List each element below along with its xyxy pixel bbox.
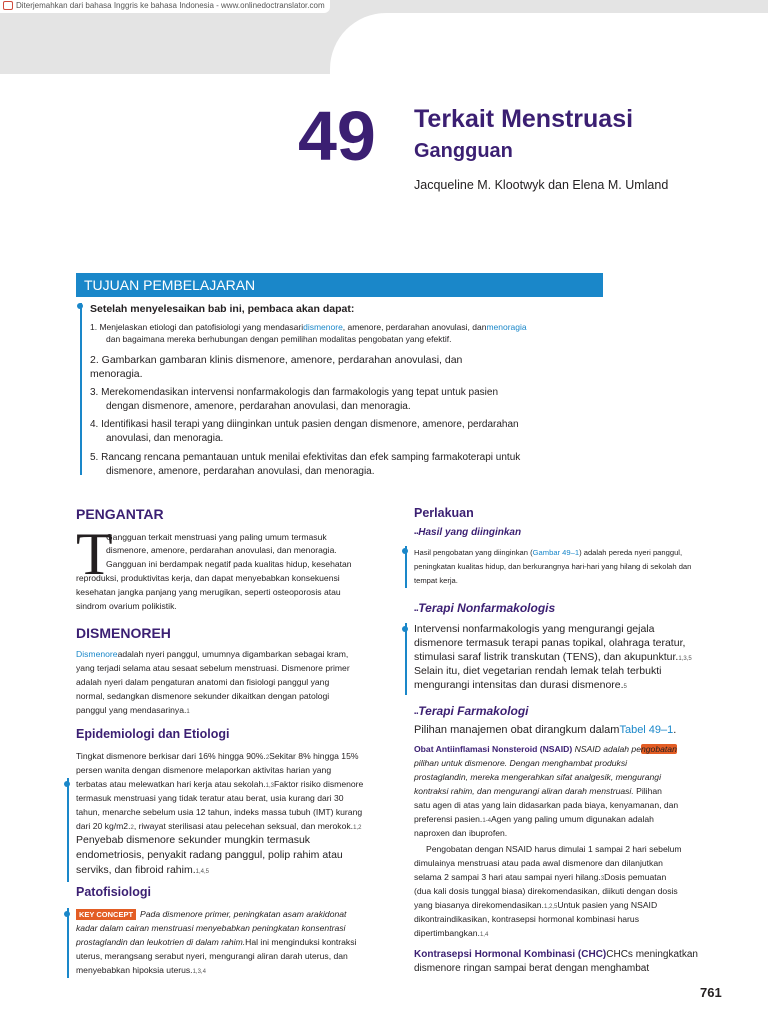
ns2-line-4: (dua kali dosis tunggal biasa) direkomendasikan, diikuti dengan dosis: [414, 886, 678, 896]
intro-line-3: Gangguan ini berdampak negatif pada kualitas hidup, kesehatan: [106, 559, 352, 569]
chc-line-1: [414, 948, 698, 962]
np-line-1: Intervensi nonfarmakologis yang mengurangi gejala: [414, 623, 655, 635]
out-line-1-b: ) adalah pereda nyeri panggul,: [579, 548, 683, 557]
objective-4-text: 4. Identifikasi hasil terapi yang diinginkan untuk pasien dengan dismenore, amenore, perdarahan: [90, 419, 519, 430]
ns2-line-7-text: dipertimbangkan.: [414, 928, 480, 938]
pat-line-3: [76, 936, 356, 948]
dys-line-1-text: adalah nyeri panggul, umumnya digambarkan sebagai kram,: [117, 649, 349, 659]
epi-rule: [67, 778, 69, 882]
epi-ref-1: 2: [265, 755, 270, 761]
objective-3-cont: dengan dismenore, amenore, perdarahan anovulasi, dan menoragia.: [106, 401, 411, 412]
epi-line-1-b: Sekitar 8% hingga 15%: [269, 751, 359, 761]
pharm-heading: [414, 704, 529, 718]
pat-line-1: [76, 908, 346, 920]
ns2-line-3-b: Dosis pemuatan: [604, 872, 667, 882]
ns-line-1-highlight[interactable]: ngobatan: [641, 744, 677, 754]
nonpharm-heading-text: Terapi Nonfarmakologis: [418, 601, 556, 615]
table-49-1-link[interactable]: Tabel 49–1: [619, 724, 674, 736]
translator-banner: [0, 0, 768, 74]
out-line-3: tempat kerja.: [414, 576, 458, 585]
outcome-prefix: ▪▪: [414, 531, 419, 537]
objective-4-cont: anovulasi, dan menoragia.: [106, 433, 224, 444]
ns-line-4: [414, 784, 662, 798]
ns2-line-1: Pengobatan dengan NSAID harus dimulai 1 sampai 2 hari sebelum: [426, 844, 682, 854]
objective-1-text: 1. Menjelaskan etiologi dan patofisiologi yang mendasari: [90, 322, 304, 332]
ns2-line-2: dimulainya menstruasi atau pada awal dismenore dan dilanjutkan: [414, 858, 663, 868]
objective-5-cont: dismenore, amenore, perdarahan anovulasi, dan menoragia.: [106, 466, 375, 477]
out-line-1: [414, 546, 682, 560]
menoragia-link[interactable]: menoragia: [486, 322, 527, 332]
pharm-heading-text: Terapi Farmakologi: [418, 704, 529, 718]
epi-line-3: [76, 778, 363, 792]
objective-2-cont: menoragia.: [90, 368, 143, 380]
dys-line-5: [76, 704, 190, 718]
treatment-heading: Perlakuan: [414, 506, 474, 520]
pat-line-4: uterus, merangsang serabut nyeri, mengurangi aliran darah uterus, dan: [76, 951, 348, 961]
pat-line-3-a: prostaglandin dan leukotrien di dalam rahim.: [76, 937, 246, 947]
objectives-rule: [80, 303, 82, 475]
outcome-bullet: [402, 548, 408, 554]
key-concept-badge: KEY CONCEPT: [76, 909, 136, 920]
epi-block-2: endometriosis, penyakit radang panggul, polip rahim atau: [76, 849, 343, 861]
nsaid-term: Obat Antiinflamasi Nonsteroid (NSAID): [414, 744, 573, 754]
ns-line-4-a: kontraksi rahim, dan mengurangi aliran darah menstruasi.: [414, 786, 634, 796]
intro-heading: PENGANTAR: [76, 506, 164, 522]
np-line-4: Selain itu, diet vegetarian rendah lemak telah terbukti: [414, 665, 662, 677]
pathophysiology-heading: Patofisiologi: [76, 885, 151, 899]
chc-line-2: dismenore ringan sampai berat dengan menghambat: [414, 963, 650, 974]
pat-bullet: [64, 911, 70, 917]
ns2-ref-7: 1,4: [479, 932, 489, 938]
intro-line-4: reproduksi, produktivitas kerja, dan dapat menyebabkan konsekuensi: [76, 573, 340, 583]
ns-ref-6: 1-4: [482, 818, 491, 824]
objective-1-text-b: , amenore, perdarahan anovulasi, dan: [342, 322, 487, 332]
objectives-lead: Setelah menyelesaikan bab ini, pembaca akan dapat:: [90, 303, 355, 315]
dys-line-2: yang terjadi selama atau sesaat sebelum menstruasi. Dismenore primer: [76, 663, 350, 673]
dismenore-link[interactable]: dismenore: [303, 322, 343, 332]
outcome-heading-text: Hasil yang diinginkan: [418, 527, 522, 538]
np-line-3-text: stimulasi saraf listrik transkutan (TENS), dan akupunktur.: [414, 651, 679, 663]
epidemiology-heading: Epidemiologi dan Etiologi: [76, 727, 230, 741]
intro-line-1: Gangguan terkait menstruasi yang paling umum termasuk: [106, 532, 327, 542]
drop-cap: T: [76, 521, 113, 587]
objectives-header: TUJUAN PEMBELAJARAN: [76, 273, 603, 297]
ns-line-2: pilihan untuk dismenore. Dengan menghambat produksi: [414, 758, 628, 768]
chapter-authors: Jacqueline M. Klootwyk dan Elena M. Umland: [414, 178, 669, 192]
ns-line-1: [414, 742, 677, 756]
ns2-line-5-b: Untuk pasien yang NSAID: [557, 900, 658, 910]
ph-line-1-text: Pilihan manajemen obat dirangkum dalam: [414, 724, 620, 736]
ns2-ref-5: 1,2,5: [543, 904, 558, 910]
epi-ref-6: 2: [130, 825, 134, 831]
epi-block-3-text: serviks, dan fibroid rahim.: [76, 864, 196, 876]
chapter-title: Terkait Menstruasi: [414, 105, 634, 133]
epi-block-ref: 1,4,5: [195, 869, 209, 875]
pat-rule: [67, 908, 69, 978]
pat-line-3-b: Hal ini menginduksi kontraksi: [245, 937, 357, 947]
ns-line-3: prostaglandin, mereka mengerahkan sifat analgesik, mengurangi: [414, 772, 661, 782]
dys-line-1: [76, 648, 348, 660]
np-line-5-text: mengurangi intensitas dan durasi dismenore.: [414, 679, 624, 691]
pat-line-5-text: menyebabkan hipoksia uterus.: [76, 965, 193, 975]
ns2-line-7: [414, 926, 488, 942]
nonpharm-bullet: [402, 626, 408, 632]
objective-3: [90, 386, 498, 414]
epi-ref-6b: 1,2: [353, 825, 362, 831]
dismenore-term[interactable]: Dismenore: [76, 649, 118, 659]
chapter-subtitle: Gangguan: [414, 140, 513, 162]
epi-line-4: termasuk menstruasi yang tidak teratur atau berat, usia kurang dari 30: [76, 793, 344, 803]
figure-49-1-link[interactable]: Gambar 49–1: [532, 548, 580, 557]
pat-line-2: kadar dalam cairan menstruasi menyebabkan peningkatan konsentrasi: [76, 923, 346, 933]
epi-line-3-b: Faktor risiko dismenore: [274, 779, 364, 789]
ns-line-7: naproxen dan ibuprofen.: [414, 828, 508, 838]
ns2-line-3-a: selama 2 sampai 3 hari atau sampai nyeri hilang.: [414, 872, 601, 882]
translate-icon: [3, 1, 13, 10]
chc-line-1-text: CHCs meningkatkan: [606, 949, 698, 960]
ns2-line-6: dikontraindikasikan, kontrasepsi hormonal kombinasi harus: [414, 914, 639, 924]
ph-line-1: [414, 723, 676, 738]
objective-5-text: 5. Rancang rencana pemantauan untuk menilai efektivitas dan efek samping farmakoterapi untuk: [90, 452, 521, 463]
ns-line-6-b: Agen yang paling umum digunakan adalah: [491, 814, 654, 824]
objective-2: [90, 353, 462, 381]
epi-line-1: [76, 750, 359, 764]
np-line-5: [414, 678, 627, 695]
pat-line-1-text: Pada dismenore primer, peningkatan asam arakidonat: [140, 909, 347, 919]
epi-block-1: Penyebab dismenore sekunder mungkin termasuk: [76, 834, 311, 846]
ns-line-4-b: Pilihan: [633, 786, 662, 796]
objective-1-cont: dan bagaimana mereka berhubungan dengan pemilihan modalitas pengobatan yang efektif.: [106, 334, 452, 344]
epi-bullet: [64, 781, 70, 787]
epi-line-6-b: , riwayat sterilisasi atau pelecehan seksual, dan merokok.: [133, 821, 354, 831]
ns2-line-5-a: yang biasanya direkomendasikan.: [414, 900, 544, 910]
pat-ref: 1,3,4: [192, 969, 206, 975]
dys-line-5-text: panggul yang mendasarinya.: [76, 705, 187, 715]
dys-line-3: adalah nyeri dalam pengaturan anatomi dan fisiologi panggul yang: [76, 677, 330, 687]
objective-1: [90, 321, 527, 345]
objective-3-text: 3. Merekomendasikan intervensi nonfarmakologis dan farmakologis yang tepat untuk pasien: [90, 387, 499, 398]
epi-block-3: [76, 863, 209, 880]
ns-line-5: satu agen di atas yang lain didasarkan pada biaya, kenyamanan, dan: [414, 800, 679, 810]
np-ref-3: 1,3,5: [678, 656, 692, 662]
banner-curve: [330, 13, 768, 74]
out-line-2: peningkatan kualitas hidup, dan berkurangnya hari-hari yang hilang di sekolah dan: [414, 562, 692, 571]
nonpharm-rule: [405, 623, 407, 695]
epi-line-3-a: terbatas atau melewatkan hari kerja atau sekolah.: [76, 779, 266, 789]
epi-line-6-a: dari 20 kg/m2.: [76, 821, 131, 831]
chapter-number: 49: [298, 97, 376, 175]
pharm-prefix: ▪▪: [414, 711, 419, 717]
page-number: 761: [700, 985, 722, 1000]
ns2-ref-3: 3: [600, 876, 605, 882]
dys-ref: 1: [186, 709, 190, 715]
epi-line-5: tahun, menarche sebelum usia 12 tahun, indeks massa tubuh (IMT) kurang: [76, 807, 363, 817]
objectives-bullet: [77, 303, 83, 309]
ns-line-1-a: NSAID adalah pe: [572, 744, 641, 754]
chc-term: Kontrasepsi Hormonal Kombinasi (CHC): [414, 949, 607, 960]
epi-line-2: persen wanita dengan dismenore melaporkan aktivitas harian yang: [76, 765, 332, 775]
dysmenorrhea-heading: DISMENOREH: [76, 625, 171, 641]
out-line-1-a: Hasil pengobatan yang diinginkan (: [414, 548, 533, 557]
epi-ref-3: 1,3: [265, 783, 274, 789]
outcome-heading: [414, 527, 521, 538]
objective-5: [90, 451, 520, 479]
nonpharm-heading: [414, 601, 555, 615]
np-ref-5: 5: [623, 684, 627, 690]
ph-line-1-end: .: [673, 724, 677, 736]
pat-line-5: [76, 964, 206, 978]
intro-line-2: dismenore, amenore, perdarahan anovulasi, dan menoragia.: [106, 545, 337, 555]
dys-line-4: normal, sedangkan dismenore sekunder dikaitkan dengan patologi: [76, 691, 330, 701]
objective-2-text: 2. Gambarkan gambaran klinis dismenore, amenore, perdarahan anovulasi, dan: [90, 354, 463, 366]
objective-4: [90, 418, 519, 446]
intro-line-5: kesehatan jangka panjang yang merugikan, seperti osteoporosis atau: [76, 587, 341, 597]
epi-line-1-a: Tingkat dismenore berkisar dari 16% hingga 90%.: [76, 751, 266, 761]
np-line-2: dismenore termasuk terapi panas topikal, olahraga teratur,: [414, 637, 686, 649]
ns-line-6-a: preferensi pasien.: [414, 814, 483, 824]
epi-line-6: [76, 820, 361, 834]
intro-line-6: sindrom ovarium polikistik.: [76, 601, 177, 611]
translator-notice[interactable]: Diterjemahkan dari bahasa Inggris ke bahasa Indonesia - www.onlinedoctranslator.com: [16, 1, 325, 10]
nonpharm-prefix: ▪▪: [414, 608, 419, 614]
